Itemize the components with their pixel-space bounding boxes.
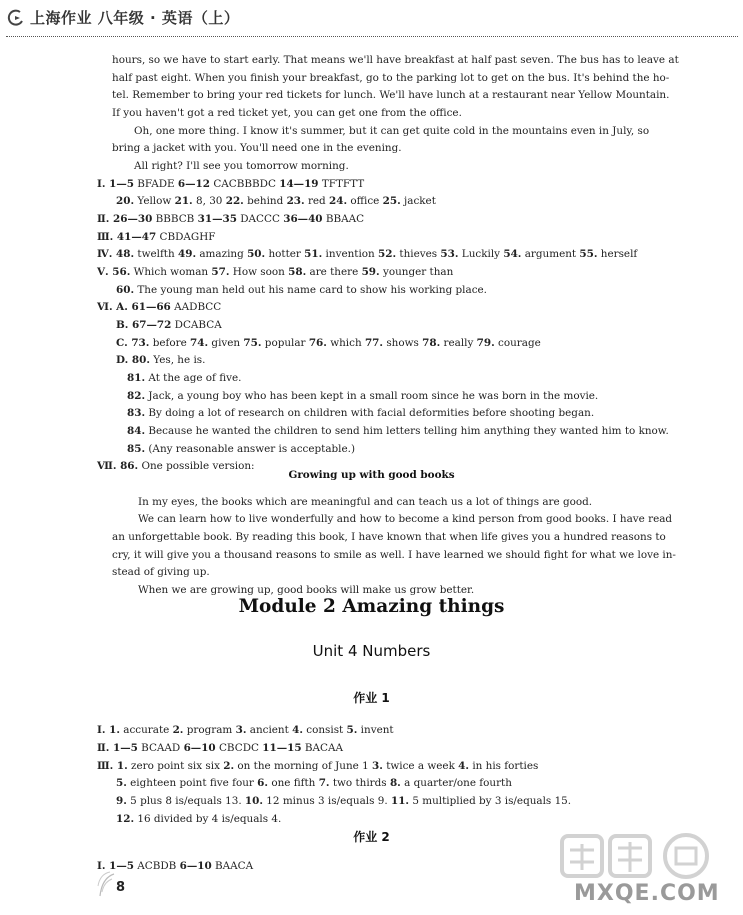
item-number: 57. <box>211 266 230 278</box>
homework-1-title: 作业 1 <box>353 691 390 705</box>
text-line <box>97 859 253 873</box>
answer-text: which <box>326 337 365 349</box>
text-line <box>116 194 436 208</box>
answer-text: BACAA <box>301 742 344 754</box>
item-number: 84. <box>127 425 146 437</box>
item-number: 6—10 <box>179 860 212 872</box>
item-number: 76. <box>308 337 327 349</box>
homework-2-title: 作业 2 <box>353 830 390 844</box>
item-number: 53. <box>440 248 459 260</box>
module-title: Module 2 Amazing things <box>238 596 505 617</box>
answer-text: 5 plus 8 is/equals 13. <box>126 795 245 807</box>
text-line <box>97 230 216 244</box>
item-number: 2. <box>172 724 184 736</box>
item-number: 79. <box>476 337 495 349</box>
text-line <box>97 723 394 737</box>
answer-text: bring a jacket with you. You'll need one in the evening. <box>112 142 402 154</box>
answer-text: Oh, one more thing. I know it's summer, but it can get quite cold in the mountains even in July, so <box>134 125 650 137</box>
item-number: 11. <box>390 795 410 807</box>
text-line <box>138 495 592 509</box>
text-line <box>116 336 541 350</box>
text-line <box>116 812 281 826</box>
answer-text: half past eight. When you finish your breakfast, go to the parking lot to get on the bus. It's behind the ho- <box>112 72 670 84</box>
answer-text: hours, so we have to start early. That means we'll have breakfast at half past seven. The bus has to leave at <box>112 54 679 66</box>
answer-text: stead of giving up. <box>112 566 210 578</box>
text-line <box>97 759 538 773</box>
text-line <box>127 442 355 456</box>
text-line <box>116 318 222 332</box>
unit-title: Unit 4 Numbers <box>312 642 431 660</box>
item-number: 49. <box>177 248 197 260</box>
text-line <box>127 424 669 438</box>
answer-text: 8, 30 <box>192 195 226 207</box>
answer-text: popular <box>261 337 309 349</box>
item-number: Ⅴ. 56. <box>97 266 131 278</box>
text-line <box>97 741 343 755</box>
item-number: 82. <box>127 390 146 402</box>
text-line <box>134 159 349 173</box>
text-line <box>97 177 364 191</box>
answer-text: BBAAC <box>322 213 365 225</box>
item-number: 55. <box>579 248 598 260</box>
answer-text: ACBDB <box>133 860 180 872</box>
answer-text: 5 multiplied by 3 is/equals 15. <box>409 795 572 807</box>
item-number: 9. <box>116 795 127 807</box>
text-line <box>116 776 512 790</box>
text-line <box>97 265 453 279</box>
item-number: 59. <box>361 266 380 278</box>
answer-text: If you haven't got a red ticket yet, you can get one from the office. <box>112 107 462 119</box>
item-number: 3. <box>372 760 383 772</box>
text-line <box>138 583 474 597</box>
item-number: 54. <box>503 248 522 260</box>
answer-text: BAACA <box>211 860 254 872</box>
item-number: Ⅲ. 1. <box>97 760 128 772</box>
answer-text: red <box>304 195 330 207</box>
text-line <box>112 106 462 120</box>
item-number: 20. <box>116 195 135 207</box>
text-line <box>97 247 637 261</box>
answer-text: BFADE <box>133 178 178 190</box>
answer-text: AADBCC <box>170 301 222 313</box>
item-number: Ⅰ. 1. <box>97 724 120 736</box>
item-number: 10. <box>244 795 263 807</box>
answer-text: tel. Remember to bring your red tickets for lunch. We'll have lunch at a restaurant near Yellow Mountain. <box>112 89 670 101</box>
item-number: B. 67—72 <box>116 319 172 331</box>
text-line <box>112 71 669 85</box>
item-number: Ⅱ. 26—30 <box>97 213 153 225</box>
item-number: 23. <box>286 195 305 207</box>
item-number: 5. <box>116 777 127 789</box>
answer-text: one fifth <box>268 777 319 789</box>
item-number: 14—19 <box>279 178 319 190</box>
page-number: 8 <box>116 880 126 895</box>
item-number: 3. <box>235 724 247 736</box>
item-number: 51. <box>304 248 323 260</box>
answer-text: behind <box>243 195 287 207</box>
answer-text: BCAAD <box>137 742 184 754</box>
text-line <box>97 212 364 226</box>
answer-text: zero point six six <box>127 760 224 772</box>
answer-text: DACCC <box>236 213 284 225</box>
text-line <box>127 406 594 420</box>
item-number: 6—12 <box>177 178 211 190</box>
item-number: 83. <box>127 407 146 419</box>
answer-text: CBCDC <box>215 742 263 754</box>
item-number: Ⅱ. 1—5 <box>97 742 138 754</box>
item-number: 6—10 <box>183 742 216 754</box>
item-number: 77. <box>364 337 384 349</box>
answer-text: herself <box>597 248 638 260</box>
answer-text: on the morning of June 1 <box>234 760 373 772</box>
text-line <box>134 124 649 138</box>
answer-text: Luckily <box>458 248 504 260</box>
answer-text: How soon <box>229 266 289 278</box>
text-line <box>112 565 210 579</box>
text-line <box>138 512 672 526</box>
watermark-text: MXQE.COM <box>574 881 720 906</box>
logo-icon <box>6 8 26 28</box>
answer-text: a quarter/one fourth <box>400 777 512 789</box>
answer-text: hotter <box>265 248 305 260</box>
text-line <box>97 300 221 314</box>
leaf-decoration-icon <box>96 870 116 900</box>
answer-text: All right? I'll see you tomorrow morning. <box>134 160 349 172</box>
item-number: Ⅰ. 1—5 <box>97 860 134 872</box>
answer-text: cry, it will give you a thousand reasons to smile as well. I have learned we should fight for what we love in- <box>112 549 676 561</box>
answer-text: two thirds <box>329 777 390 789</box>
answer-text: given <box>208 337 244 349</box>
text-line <box>112 53 679 67</box>
answer-text: amazing <box>196 248 248 260</box>
text-line <box>116 283 487 297</box>
answer-text: Because he wanted the children to send him letters telling him anything they wanted him to know. <box>145 425 669 437</box>
answer-text: The young man held out his name card to show his working place. <box>134 284 487 296</box>
header-title: 上海作业 八年级 · 英语（上） <box>30 9 240 27</box>
item-number: 5. <box>346 724 358 736</box>
answer-text: eighteen point five four <box>126 777 258 789</box>
answer-text: before <box>149 337 191 349</box>
text-line <box>127 389 598 403</box>
answer-text: are there <box>306 266 362 278</box>
item-number: 25. <box>382 195 401 207</box>
answer-text: invent <box>357 724 394 736</box>
answer-text: One possible version: <box>138 460 255 472</box>
answer-text: courage <box>494 337 541 349</box>
page-header <box>6 6 736 34</box>
answer-text: At the age of five. <box>145 372 242 384</box>
item-number: 21. <box>174 195 193 207</box>
answer-text: We can learn how to live wonderfully and how to become a kind person from good books. I have read <box>138 513 673 525</box>
answer-text: in his forties <box>469 760 539 772</box>
item-number: 74. <box>190 337 209 349</box>
item-number: 8. <box>389 777 401 789</box>
answer-text: TFTFTT <box>318 178 365 190</box>
answer-text: Yes, he is. <box>149 354 206 366</box>
item-number: C. 73. <box>116 337 150 349</box>
answer-text: Yellow <box>134 195 175 207</box>
text-line <box>112 141 402 155</box>
item-number: 6. <box>257 777 269 789</box>
answer-text: By doing a lot of research on children with facial deformities before shooting began. <box>145 407 595 419</box>
essay-title: Growing up with good books <box>288 469 455 481</box>
item-number: D. 80. <box>116 354 150 366</box>
answer-text: 12 minus 3 is/equals 9. <box>263 795 391 807</box>
item-number: Ⅶ. 86. <box>97 460 139 472</box>
answer-text: BBBCB <box>152 213 198 225</box>
text-line <box>112 88 669 102</box>
item-number: Ⅵ. A. 61—66 <box>97 301 171 313</box>
answer-text: DCABCA <box>171 319 222 331</box>
item-number: 85. <box>127 443 146 455</box>
answer-text: really <box>440 337 477 349</box>
item-number: 31—35 <box>197 213 237 225</box>
item-number: 22. <box>225 195 244 207</box>
item-number: 78. <box>422 337 441 349</box>
item-number: 11—15 <box>262 742 302 754</box>
text-line <box>116 353 205 367</box>
answer-text: CACBBBDC <box>210 178 280 190</box>
answer-text: (Any reasonable answer is acceptable.) <box>145 443 355 455</box>
answer-text: invention <box>322 248 379 260</box>
item-number: 4. <box>292 724 303 736</box>
item-number: 7. <box>318 777 330 789</box>
answer-text: an unforgettable book. By reading this book, I have known that when life gives you a hundred reasons to <box>112 531 666 543</box>
item-number: Ⅲ. 41—47 <box>97 231 157 243</box>
item-number: 75. <box>243 337 262 349</box>
item-number: 24. <box>329 195 348 207</box>
answer-text: jacket <box>400 195 436 207</box>
text-line <box>127 371 241 385</box>
header-divider <box>6 36 738 37</box>
answer-text: twice a week <box>382 760 459 772</box>
item-number: 60. <box>116 284 135 296</box>
text-line <box>112 530 666 544</box>
item-number: 58. <box>288 266 307 278</box>
answer-text: argument <box>521 248 580 260</box>
item-number: 4. <box>458 760 470 772</box>
answer-text: Which woman <box>130 266 212 278</box>
answer-text: shows <box>383 337 423 349</box>
item-number: 52. <box>378 248 397 260</box>
item-number: 36—40 <box>283 213 323 225</box>
answer-text: CBDAGHF <box>156 231 216 243</box>
answer-text: In my eyes, the books which are meaningful and can teach us a lot of things are good. <box>138 496 593 508</box>
answer-text: younger than <box>379 266 454 278</box>
item-number: 81. <box>127 372 146 384</box>
answer-text: accurate <box>119 724 173 736</box>
answer-text: ancient <box>246 724 293 736</box>
answer-text: program <box>183 724 236 736</box>
item-number: 12. <box>116 813 135 825</box>
item-number: 50. <box>247 248 266 260</box>
item-number: 2. <box>223 760 235 772</box>
answer-text: office <box>347 195 383 207</box>
answer-text: When we are growing up, good books will make us grow better. <box>138 584 475 596</box>
answer-text: Jack, a young boy who has been kept in a small room since he was born in the movie. <box>145 390 599 402</box>
answer-text: 16 divided by 4 is/equals 4. <box>134 813 282 825</box>
text-line <box>112 548 676 562</box>
item-number: Ⅰ. 1—5 <box>97 178 134 190</box>
answer-text: twelfth <box>134 248 178 260</box>
answer-text: consist <box>302 724 347 736</box>
item-number: Ⅳ. 48. <box>97 248 135 260</box>
text-line <box>116 794 571 808</box>
answer-text: thieves <box>396 248 441 260</box>
